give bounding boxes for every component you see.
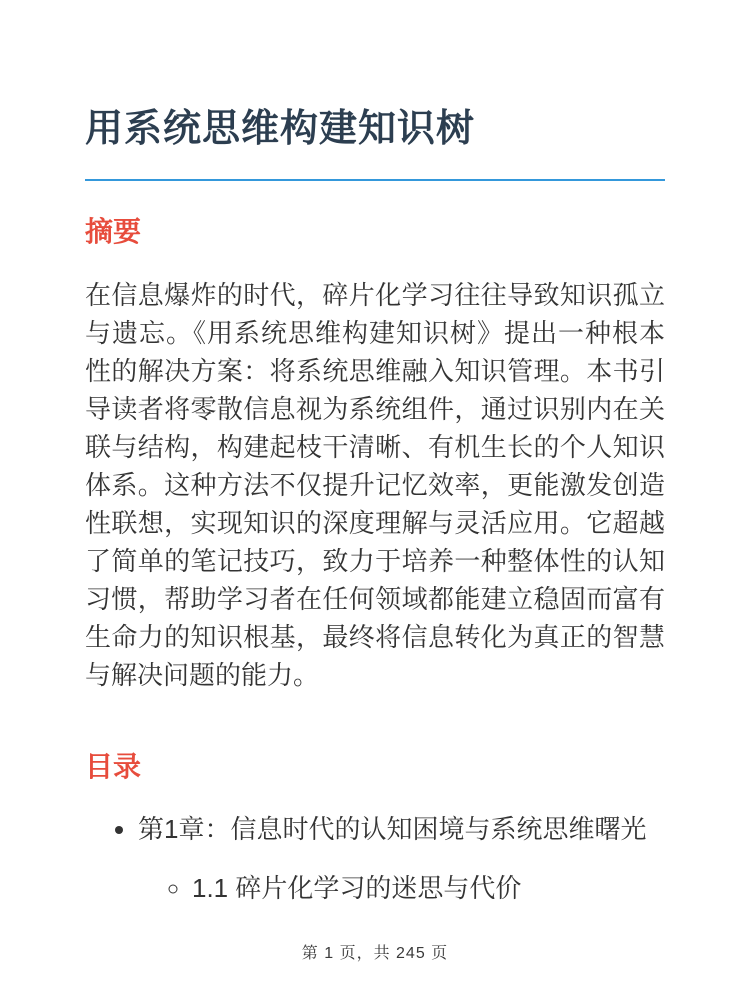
page-title: 用系统思维构建知识树	[85, 108, 476, 150]
toc-list	[85, 810, 665, 907]
toc-item-label: 第1章：信息时代的认知困境与系统思维曙光	[138, 813, 647, 844]
toc-subitem-label: 1.1 碎片化学习的迷思与代价	[192, 872, 522, 903]
toc-heading: 目录	[85, 751, 142, 783]
toc-item-chapter-1	[138, 810, 665, 907]
title-divider	[85, 179, 665, 181]
toc-sublist	[138, 869, 665, 907]
abstract-paragraph: 在信息爆炸的时代，碎片化学习往往导致知识孤立与遗忘。《用系统思维构建知识树》提出一种根本性的解决方案：将系统思维融入知识管理。本书引导读者将零散信息视为系统组件，通过识别内在关联与结构，构建起枝干清晰、有机生长的个人知识体系。这种方法不仅提升记忆效率，更能激发创造性联想，实现知识的深度理解与灵活应用。它超越了简单的笔记技巧，致力于培养一种整体性的认知习惯，帮助学习者在任何领域都能建立稳固而富有生命力的知识根基，最终将信息转化为真正的智慧与解决问题的能力。	[85, 280, 665, 691]
page-footer: 第 1 页，共 245 页	[301, 945, 449, 962]
abstract-heading: 摘要	[85, 215, 142, 247]
toc-subitem-1-1	[192, 869, 665, 907]
